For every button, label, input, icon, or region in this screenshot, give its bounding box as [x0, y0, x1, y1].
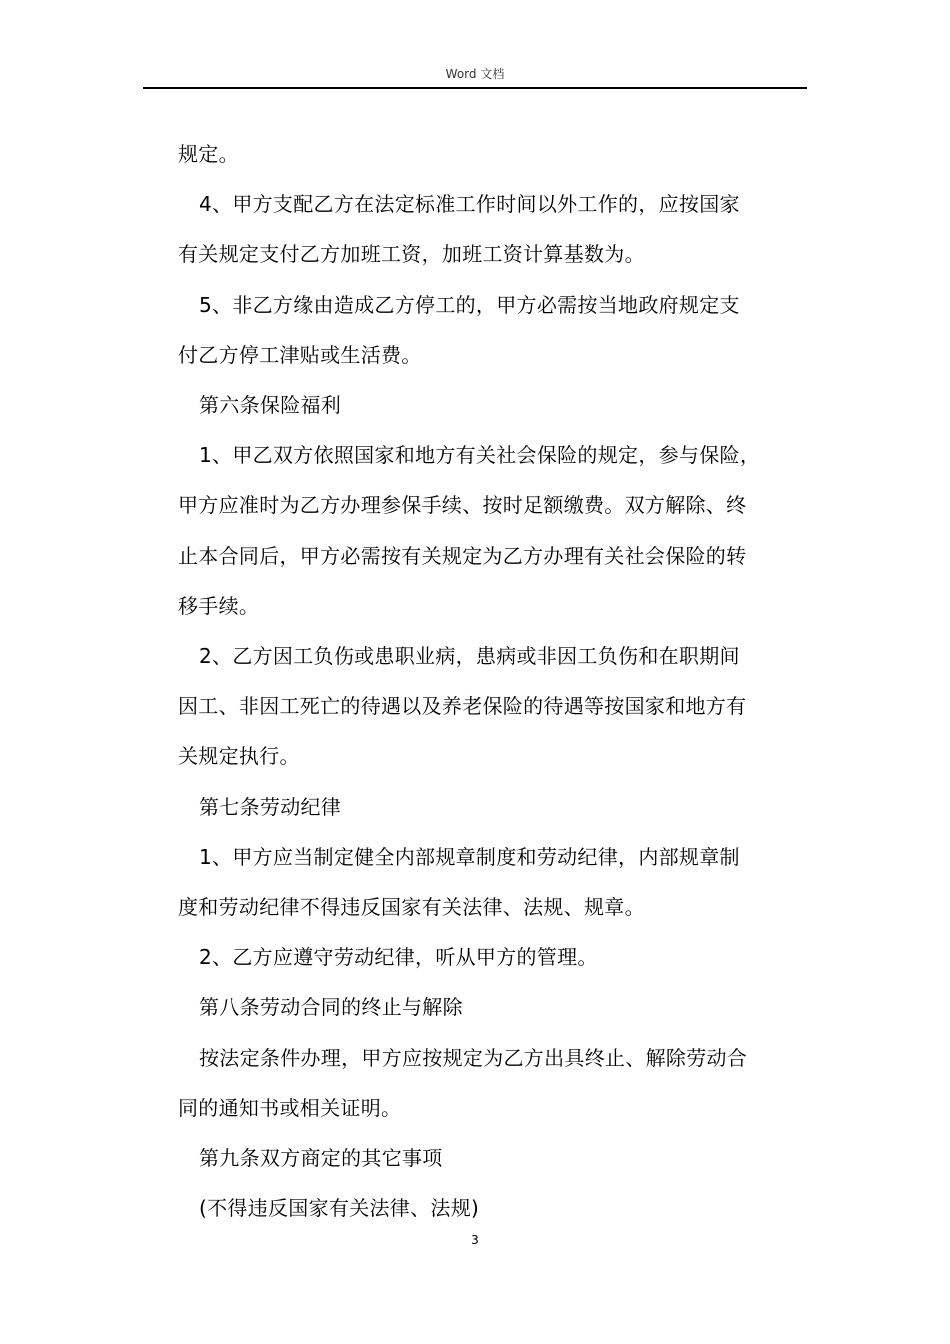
text-line: 2、乙方因工负伤或患职业病，患病或非因工负伤和在职期间 — [199, 644, 740, 669]
text-line: 第七条劳动纪律 — [199, 794, 342, 819]
text-line: 第六条保险福利 — [199, 393, 342, 418]
text-line: 2、乙方应遵守劳动纪律，听从甲方的管理。 — [199, 945, 598, 970]
text-line: 1、甲乙双方依照国家和地方有关社会保险的规定，参与保险， — [199, 443, 761, 468]
text-line: (不得违反国家有关法律、法规) — [199, 1196, 480, 1221]
text-line: 按法定条件办理，甲方应按规定为乙方出具终止、解除劳动合 — [199, 1045, 748, 1070]
text-line: 付乙方停工津贴或生活费。 — [178, 342, 422, 367]
header-divider — [143, 87, 807, 89]
text-line: 规定。 — [178, 142, 239, 166]
text-line: 甲方应准时为乙方办理参保手续、按时足额缴费。双方解除、终 — [178, 493, 747, 518]
text-line: 移手续。 — [178, 593, 260, 618]
text-line: 关规定执行。 — [178, 744, 300, 769]
text-line: 1、甲方应当制定健全内部规章制度和劳动纪律，内部规章制 — [199, 844, 740, 869]
text-line: 同的通知书或相关证明。 — [178, 1095, 402, 1120]
text-line: 5、非乙方缘由造成乙方停工的，甲方必需按当地政府规定支 — [199, 292, 740, 317]
text-line: 止本合同后，甲方必需按有关规定为乙方办理有关社会保险的转 — [178, 543, 747, 568]
text-line: 度和劳动纪律不得违反国家有关法律、法规、规章。 — [178, 895, 645, 920]
page-header: Word 文档 — [445, 67, 505, 81]
text-line: 第九条双方商定的其它事项 — [199, 1146, 443, 1171]
text-line: 4、甲方支配乙方在法定标准工作时间以外工作的，应按国家 — [199, 192, 740, 217]
document-body — [178, 129, 814, 1233]
text-line: 第八条劳动合同的终止与解除 — [199, 995, 463, 1020]
text-line: 有关规定支付乙方加班工资，加班工资计算基数为。 — [178, 242, 645, 267]
page-number: 3 — [471, 1233, 479, 1247]
text-line: 因工、非因工死亡的待遇以及养老保险的待遇等按国家和地方有 — [178, 694, 747, 719]
